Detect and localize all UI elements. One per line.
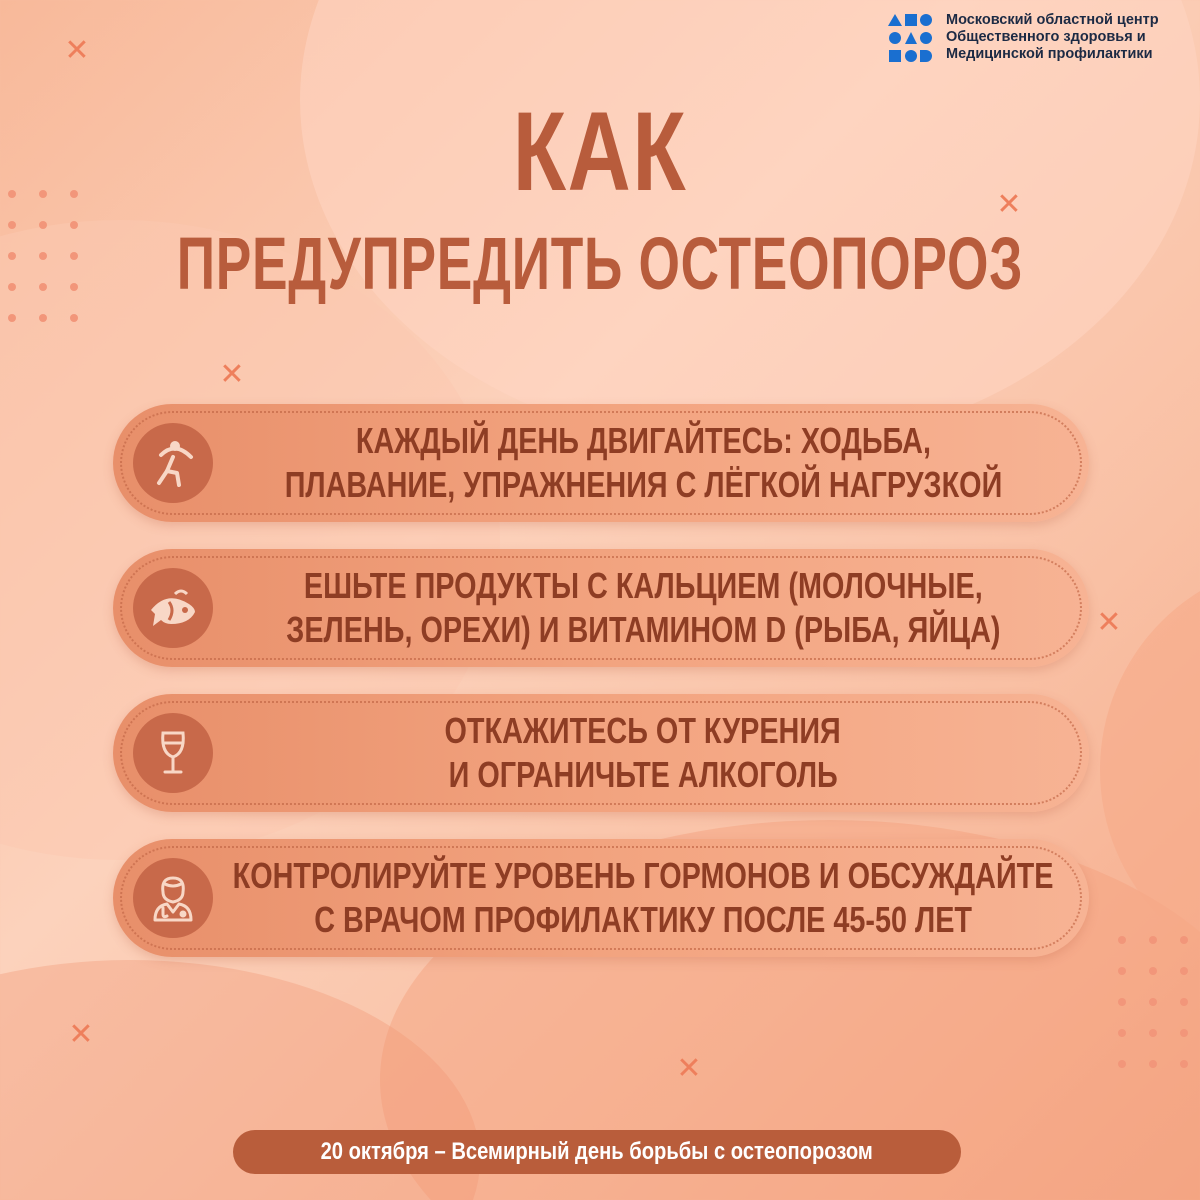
organization-name-line: Московский областной центр [946, 12, 1159, 28]
organization-name-line: Медицинской профилактики [946, 46, 1153, 62]
tip-card-habits [113, 694, 1089, 812]
cross-decoration-icon: ✕ [1096, 605, 1122, 640]
wine-glass-icon [133, 713, 213, 793]
exercise-icon [133, 423, 213, 503]
cross-decoration-icon: ✕ [676, 1051, 702, 1086]
tip-text [197, 839, 1089, 957]
dot-grid-decoration [1118, 936, 1188, 1068]
cross-decoration-icon: ✕ [996, 187, 1022, 222]
organization-name [946, 12, 1159, 63]
tip-text-line: ПЛАВАНИЕ, УПРАЖНЕНИЯ С ЛЁГКОЙ НАГРУЗКОЙ [284, 464, 1002, 505]
tip-card-nutrition [113, 549, 1089, 667]
footer-banner [233, 1130, 961, 1174]
cross-decoration-icon: ✕ [68, 1017, 94, 1052]
doctor-icon [133, 858, 213, 938]
tip-text-line: КАЖДЫЙ ДЕНЬ ДВИГАЙТЕСЬ: ХОДЬБА, [355, 420, 931, 461]
page-title: КАК [512, 89, 688, 214]
tip-text-line: КОНТРОЛИРУЙТЕ УРОВЕНЬ ГОРМОНОВ И ОБСУЖДАЙТЕ [232, 855, 1054, 896]
tip-text-line: С ВРАЧОМ ПРОФИЛАКТИКУ ПОСЛЕ 45-50 ЛЕТ [314, 899, 972, 940]
tip-card-hormones [113, 839, 1089, 957]
page-subtitle: ПРЕДУПРЕДИТЬ ОСТЕОПОРОЗ [176, 222, 1024, 305]
organization-logo-icon [888, 12, 936, 64]
tip-text [197, 549, 1089, 667]
organization-logo [888, 12, 1159, 64]
organization-name-line: Общественного здоровья и [946, 29, 1146, 45]
tip-card-exercise [113, 404, 1089, 522]
tip-text [197, 694, 1089, 812]
tip-text-line: ЕШЬТЕ ПРОДУКТЫ С КАЛЬЦИЕМ (МОЛОЧНЫЕ, [303, 565, 983, 606]
dot-grid-decoration [8, 190, 78, 322]
tip-text-line: И ОГРАНИЧЬТЕ АЛКОГОЛЬ [448, 754, 838, 795]
footer-text: 20 октября – Всемирный день борьбы с остеопорозом [320, 1138, 874, 1165]
fish-icon [133, 568, 213, 648]
cross-decoration-icon: ✕ [64, 33, 90, 68]
cross-decoration-icon: ✕ [219, 357, 245, 392]
tip-text-line: ОТКАЖИТЕСЬ ОТ КУРЕНИЯ [444, 710, 842, 751]
tip-text-line: ЗЕЛЕНЬ, ОРЕХИ) И ВИТАМИНОМ D (РЫБА, ЯЙЦА) [285, 609, 1001, 650]
tip-text [197, 404, 1089, 522]
